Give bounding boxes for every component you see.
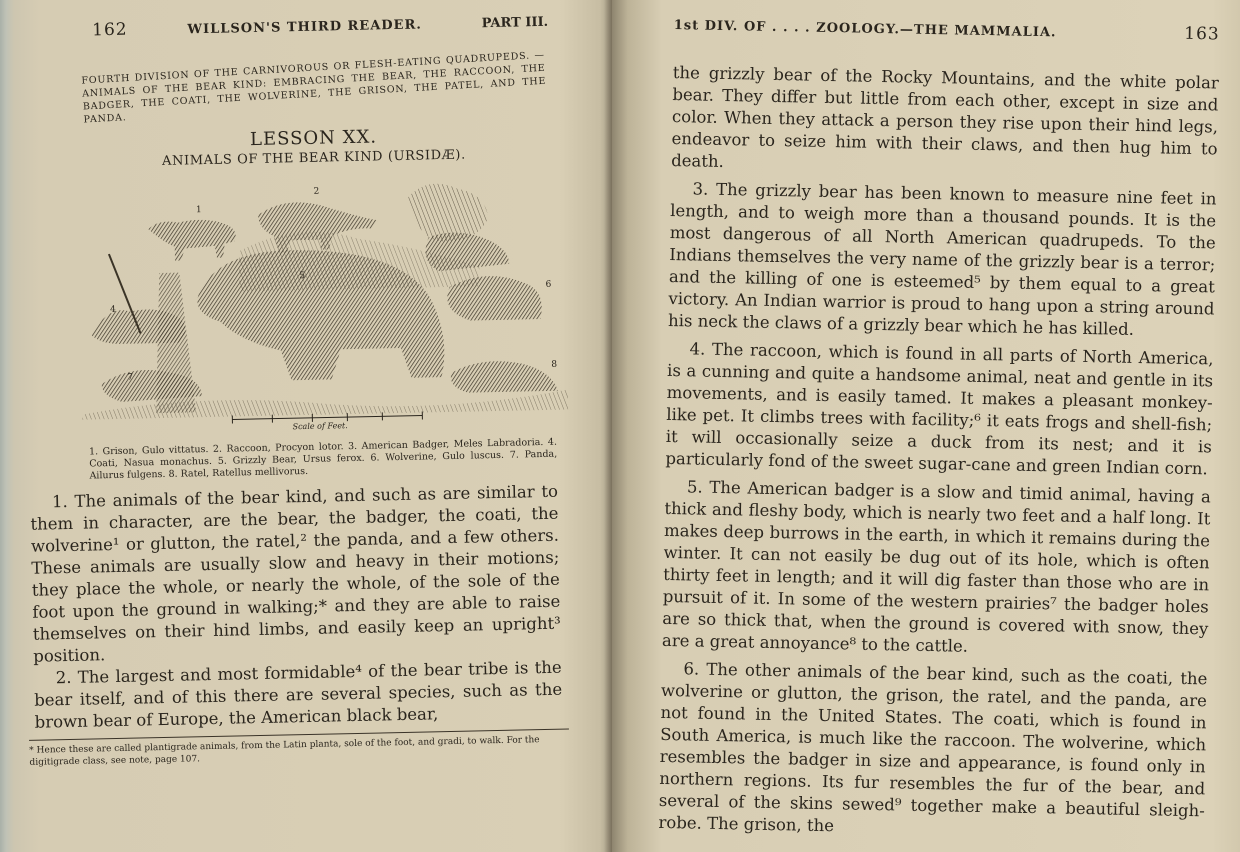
paragraph-3: 3. The grizzly bear has been known to measure nine feet in length, and to weigh more than a thousand pounds. It is the most dangerous of all North American quadrupeds. To the Indians themselves the very name of the grizzly bear is a terror; and the killing of one is esteemed⁵ by them equal to a great victory. An Indian warrior is proud to hang upon a string around his neck the claws of a grizzly bear which he has killed. [667,179,1217,339]
right-page-content [658,14,1220,844]
part-label: PART III. [481,14,549,32]
left-body-text [30,481,563,734]
paragraph-2: 2. The largest and most formidable⁴ of the bear tribe is the bear itself, and of this there are several species, such as the brown bear of Europe, the American black bear, [34,657,563,732]
lesson-title: LESSON XX. [249,126,378,151]
left-running-head [14,11,548,42]
left-page-number: 162 [91,19,128,41]
left-running-title: WILLSON'S THIRD READER. [187,17,422,38]
animal-illustration [77,175,568,443]
right-running-head [674,14,1220,44]
svg-text:1: 1 [195,205,202,216]
left-page [0,0,612,852]
svg-text:8: 8 [551,359,558,370]
lesson-subtitle: ANIMALS OF THE BEAR KIND (URSIDÆ). [161,147,466,169]
paragraph-5: 5. The American badger is a slow and timid animal, having a thick and fleshy body, which is nearly two feet and a half long. It makes deep burrows in the earth, in which it remains during the winter. It can not easily be dug out of its hole, which is often thirty feet in length; and it will dig faster than those who are in pursuit of it. In some of the western prairies⁷ the badger holes are so thick that, when the ground is covered with snow, they are a great annoyance⁸ to the cattle. [661,477,1212,656]
svg-text:4: 4 [109,304,116,316]
right-body-text [658,62,1219,844]
footnote: * Hence these are called plantigrade animals, from the Latin planta, sole of the foot, and gradi, to walk. For the digitigrade class, see note, page 107. [29,735,540,768]
paragraph-6: 6. The other animals of the bear kind, such as the coati, the wolverine or glutton, the grison, the ratel, and the panda, are not found in the United States. The coati, which is found in South America, is much like the raccoon. The wolverine, which resembles the badger in size and appearance, is found only in northern regions. Its fur resembles the fur of the bear, and several of the skins sewed⁹ together make a beautiful sleigh-robe. The grison, the [658,659,1208,836]
scale-label: Scale of Feet. [292,421,348,432]
paragraph-1: 1. The animals of the bear kind, and such as are similar to them in character, are the bear, the badger, the coati, the wolverine¹ or glutton, the ratel,² the panda, and a few others. These animals are usually slow and heavy in their motions; they place the whole, or nearly the whole, of the sole of the foot upon the ground in walking;* and they are able to raise themselves on their hind limbs, and easily keep an upright³ position. [30,481,561,666]
paragraph-4: 4. The raccoon, which is found in all parts of North America, is a cunning and quite a handsome animal, neat and gentle in its movements, and is easily tamed. It makes a pleasant monkey-like pet. It climbs trees with facility;⁶ it eats frogs and shell-fish; it will occasionally seize a duck from its nest; and it is particularly fond of the sweet sugar-cane and green Indian corn. [665,339,1214,479]
division-heading: FOURTH DIVISION OF THE CARNIVOROUS OR FLESH-EATING QUADRUPEDS. —ANIMALS OF THE BEAR KIND: EMBRACING THE BEAR, THE RACCOON, THE BADGER, THE COATI, THE WOLVERINE, THE GRISON, THE PATEL, AND THE PANDA. [81,49,547,126]
right-running-title: 1st DIV. OF . . . . ZOOLOGY.—THE MAMMALIA. [673,17,1057,41]
engraving-figure [77,175,568,443]
right-page [612,0,1240,852]
left-page-content [14,11,564,769]
svg-text:5: 5 [299,270,306,282]
figure-caption: 1. Grison, Gulo vittatus. 2. Raccoon, Procyon lotor. 3. American Badger, Meles Labradoria. 4. Coati, Nasua monachus. 5. Grizzly Bear, Ursus ferox. 6. Wolverine, Gulo luscus. 7. Panda, Ailurus fulgens. 8. Ratel, Ratellus mellivorus. [88,436,558,482]
right-page-number: 163 [1184,23,1220,45]
svg-text:7: 7 [127,372,134,383]
svg-text:6: 6 [545,279,552,290]
svg-text:2: 2 [313,186,320,197]
paragraph-continued: the grizzly bear of the Rocky Mountains, and the white polar bear. They differ but little from each other, except in size and color. When they attack a person they rise upon their hind legs, endeavor to seize him with their claws, and then hug him to death. [671,62,1219,171]
